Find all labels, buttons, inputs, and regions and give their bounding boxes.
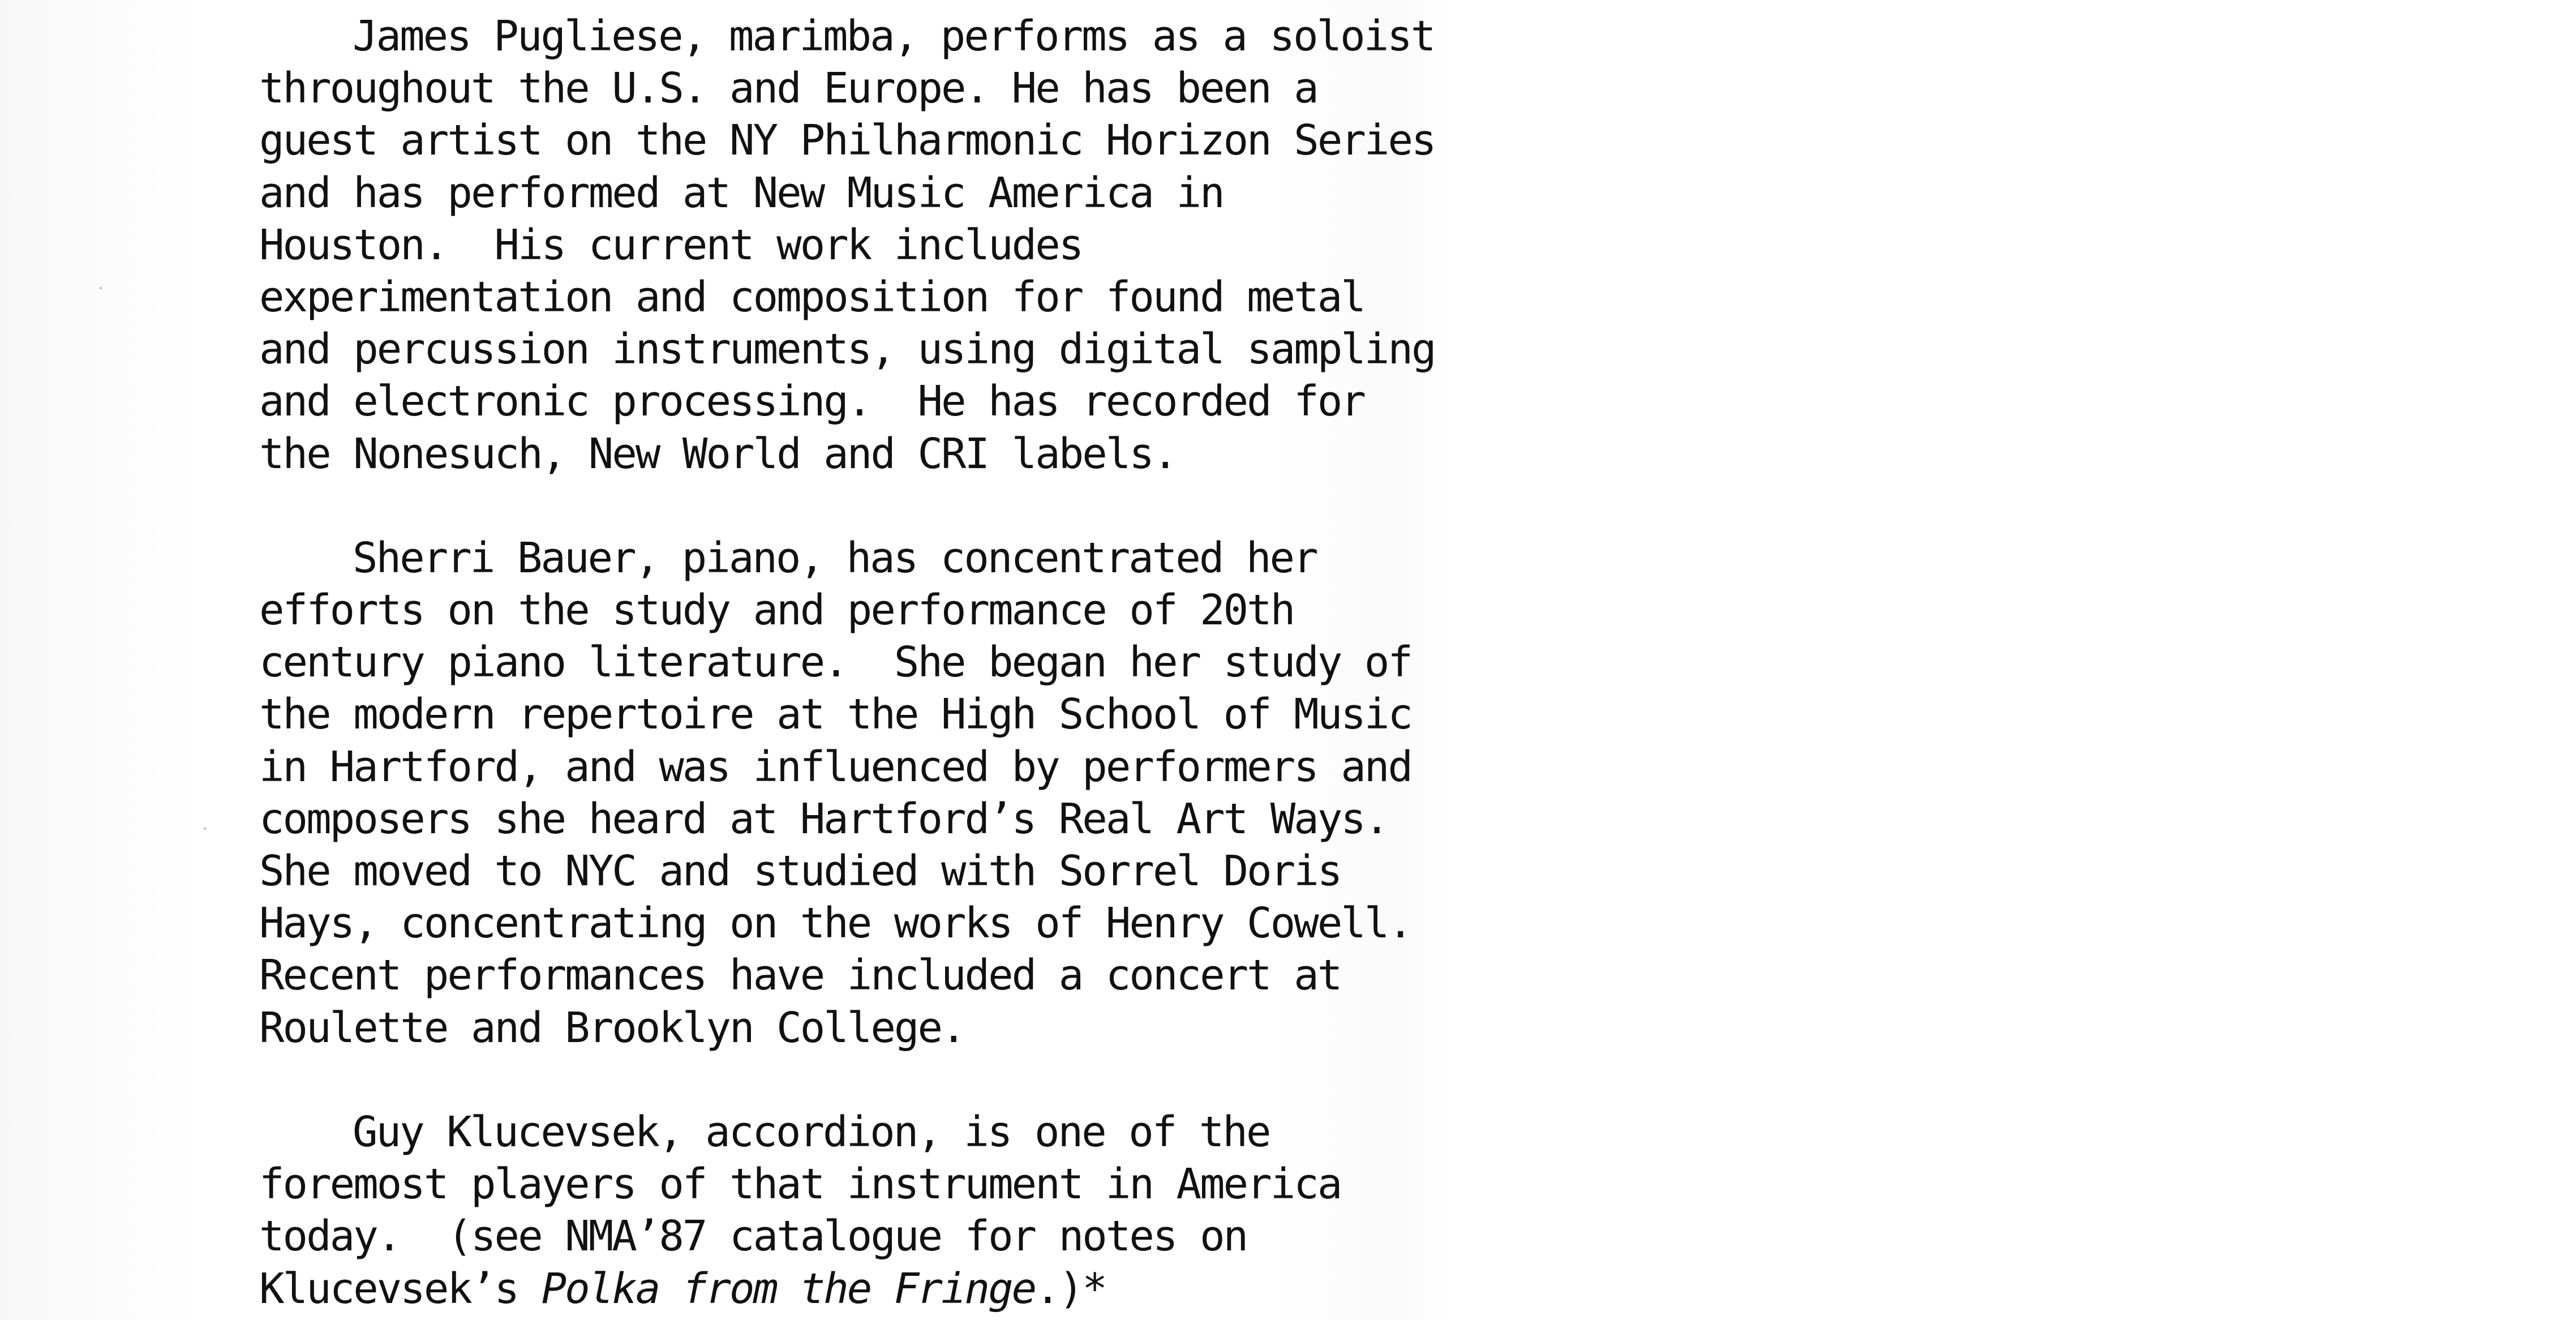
text-line: the Nonesuch, New World and CRI labels. xyxy=(259,429,1177,478)
paper-speck xyxy=(100,287,102,289)
work-title: Polka from the Fringe xyxy=(541,1264,1036,1313)
text-line: James Pugliese, marimba, performs as a soloist xyxy=(353,12,1435,61)
text-line: Hays, concentrating on the works of Henry Cowell. xyxy=(259,899,1412,948)
text-line: Guy Klucevsek, accordion, is one of the xyxy=(353,1107,1270,1156)
text-prefix: Klucevsek’s xyxy=(259,1264,542,1313)
text-line: century piano literature. She began her study of xyxy=(259,638,1412,687)
text-suffix: .)* xyxy=(1035,1264,1106,1313)
text-line: and electronic processing. He has recorded for xyxy=(259,377,1364,426)
text-line: and percussion instruments, using digital sampling xyxy=(259,325,1435,374)
text-line: foremost players of that instrument in America xyxy=(259,1160,1341,1209)
paragraph-bauer xyxy=(259,532,1448,1054)
text-line: throughout the U.S. and Europe. He has been a xyxy=(259,64,1317,113)
text-line: Sherri Bauer, piano, has concentrated her xyxy=(353,533,1317,582)
text-line: efforts on the study and performance of 20th xyxy=(259,586,1294,635)
text-line: Recent performances have included a concert at xyxy=(259,951,1341,1000)
text-line: and has performed at New Music America in xyxy=(259,168,1223,217)
text-line: guest artist on the NY Philharmonic Horizon Series xyxy=(259,116,1435,165)
text-line: today. (see NMA’87 catalogue for notes on xyxy=(259,1212,1247,1261)
text-line: in Hartford, and was influenced by performers and xyxy=(259,742,1412,791)
text-line: She moved to NYC and studied with Sorrel Doris xyxy=(259,847,1341,895)
paragraph-pugliese xyxy=(259,10,1448,480)
paragraph-klucevsek xyxy=(259,1106,1448,1315)
text-line-last xyxy=(259,1263,1448,1315)
text-line: experimentation and composition for found metal xyxy=(259,272,1364,322)
paper-speck xyxy=(204,828,206,830)
text-line: the modern repertoire at the High School of Music xyxy=(259,690,1412,739)
text-line: composers she heard at Hartford’s Real Art Ways. xyxy=(259,794,1388,843)
text-line: Roulette and Brooklyn College. xyxy=(259,1003,965,1052)
biography-text xyxy=(259,10,1448,1320)
text-line: Houston. His current work includes xyxy=(259,220,1083,269)
